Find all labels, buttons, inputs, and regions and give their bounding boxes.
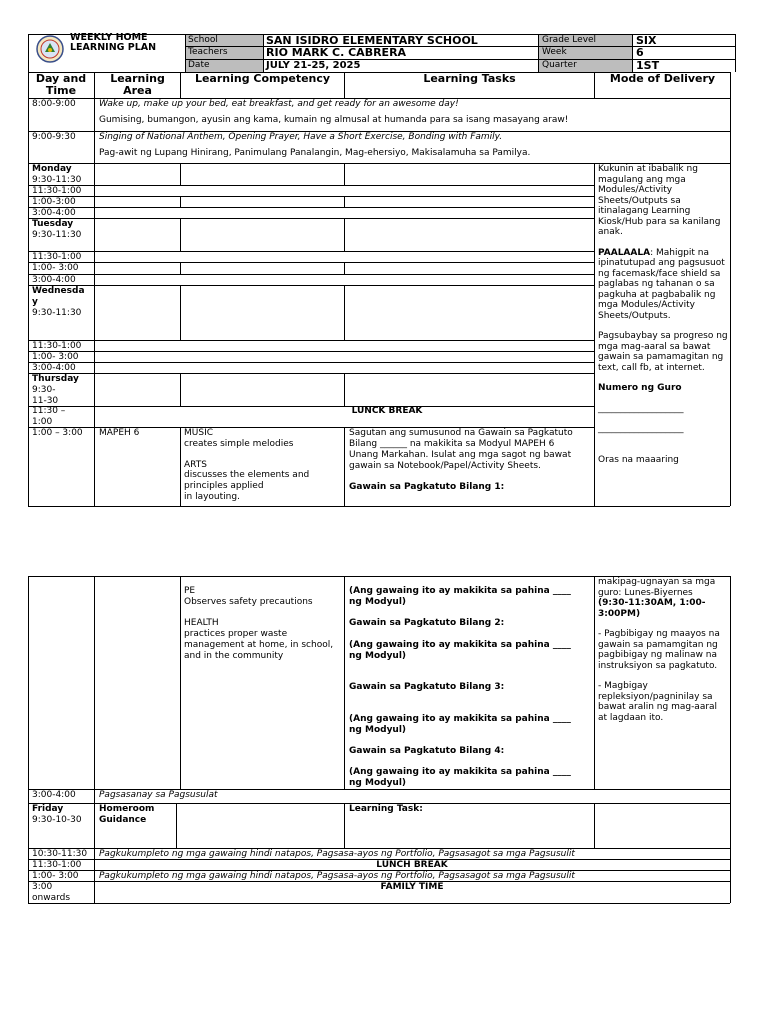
- school-label: School: [188, 35, 218, 45]
- page-note-4: (Ang gawaing ito ay makikita sa pahina ____ ng Modyul): [349, 767, 571, 788]
- time-wed-100: 1:00- 3:00: [32, 352, 79, 362]
- teacher-number-blank-2: ___________________: [598, 424, 684, 434]
- wednesday-label: Wednesda y: [32, 286, 85, 307]
- time-100: 1:00- 3:00: [32, 871, 79, 881]
- arts-competency: discusses the elements and principles applied in layouting.: [184, 470, 310, 502]
- date-value: JULY 21-25, 2025: [266, 60, 361, 71]
- health-competency: practices proper waste management at home, in school, and in the community: [184, 629, 334, 661]
- health-label: HEALTH: [184, 618, 219, 628]
- page-note-3: (Ang gawaing ito ay makikita sa pahina ____ ng Modyul): [349, 714, 571, 735]
- time-800: 8:00-9:00: [32, 99, 76, 109]
- mode-monitoring: Pagsubaybay sa progreso ng mga mag-aaral sa bawat gawain sa pamamagitan ng text, call fb, at internet.: [598, 331, 728, 373]
- time-mon-100: 1:00-3:00: [32, 197, 76, 207]
- time-mon-1130: 11:30-1:00: [32, 186, 82, 196]
- homeroom-label: Homeroom Guidance: [99, 804, 155, 825]
- wednesday-time: 9:30-11:30: [32, 308, 82, 318]
- time-tue-100: 1:00- 3:00: [32, 263, 79, 273]
- col-day-time: Day and Time: [35, 72, 87, 97]
- lunch-break-page2: LUNCH BREAK: [376, 860, 448, 870]
- opening-en: Singing of National Anthem, Opening Prayer, Have a Short Exercise, Bonding with Family.: [99, 132, 503, 142]
- teacher-number-label: Numero ng Guro: [598, 383, 682, 393]
- morning-routine-fil: Gumising, bumangon, ayusin ang kama, kumain ng almusal at humanda para sa isang masayang araw!: [99, 115, 569, 125]
- time-300-onwards: 3:00 onwards: [32, 882, 71, 903]
- reflection-text: - Magbigay repleksiyon/pagninilay sa bawat aralin ng mag-aaral at lagdaan ito.: [598, 681, 718, 723]
- mode-of-delivery: [598, 164, 728, 465]
- week-value: 6: [636, 46, 644, 59]
- tuesday-time: 9:30-11:30: [32, 230, 82, 240]
- teacher-value: RIO MARK C. CABRERA: [266, 46, 407, 59]
- arts-label: ARTS: [184, 460, 207, 470]
- pe-label: PE: [184, 586, 196, 596]
- pe-competency: Observes safety precautions: [184, 597, 313, 607]
- grade-label: Grade Level: [542, 35, 597, 45]
- date-label: Date: [188, 60, 210, 70]
- time-wed-1130: 11:30-1:00: [32, 341, 82, 351]
- lunch-break-page1: LUNCK BREAK: [351, 406, 423, 416]
- monday-time: 9:30-11:30: [32, 175, 82, 185]
- teacher-number-blank-1: ___________________: [598, 403, 684, 414]
- pagkukumpleto-2: Pagkukumpleto ng mga gawaing hindi natapos, Pagsasa-ayos ng Portfolio, Pagsasagot sa mga Pagsusulit: [99, 871, 575, 881]
- mode-of-delivery-cont: [598, 577, 728, 723]
- deped-seal-icon: [36, 35, 64, 63]
- friday-time: 9:30-10-30: [32, 815, 82, 825]
- family-time: FAMILY TIME: [380, 882, 444, 892]
- contact-text: makipag-ugnayan sa mga guro: Lunes-Biyernes: [598, 577, 716, 598]
- quarter-value: 1ST: [636, 59, 660, 72]
- time-mon-300: 3:00-4:00: [32, 208, 76, 218]
- time-900: 9:00-9:30: [32, 132, 76, 142]
- gawain-4: Gawain sa Pagkatuto Bilang 4:: [349, 746, 505, 756]
- pagsasanay-text: Pagsasanay sa Pagsusulat: [99, 790, 218, 800]
- tuesday-label: Tuesday: [32, 219, 74, 229]
- mode-reminder: [598, 248, 728, 322]
- plan-title: WEEKLY HOME LEARNING PLAN: [70, 32, 157, 53]
- task-intro: Sagutan ang sumusunod na Gawain sa Pagkatuto Bilang ______ na makikita sa Modyul MAPEH 6 Unang Markahan. Isulat ang mga sagot ng bawat gawain sa Notebook/Papel/Activity Sheets.: [349, 428, 573, 471]
- gawain-2: Gawain sa Pagkatuto Bilang 2:: [349, 618, 505, 628]
- reminder-text: : Mahigpit na ipinatutupad ang pagsusuot ng facemask/face shield sa paglabas ng tahanan o sa pagkuha at pagbabalik ng mga Modules/Activity Sheets/Outputs.: [598, 247, 725, 321]
- time-wed-300: 3:00-4:00: [32, 363, 76, 373]
- col-learning-area: Learning Area: [110, 72, 165, 97]
- pagkukumpleto-1: Pagkukumpleto ng mga gawaing hindi natapos, Pagsasa-ayos ng Portfolio, Pagsasagot sa mga Pagsusulit: [99, 849, 575, 859]
- time-1030: 10:30-11:30: [32, 849, 88, 859]
- thursday-label: Thursday: [32, 374, 79, 384]
- school-value: SAN ISIDRO ELEMENTARY SCHOOL: [266, 34, 478, 47]
- thursday-time: 9:30- 11-30: [32, 385, 59, 406]
- learning-task-label: Learning Task:: [349, 804, 423, 814]
- oras-text: Oras na maaaring: [598, 454, 679, 465]
- gawain-3: Gawain sa Pagkatuto Bilang 3:: [349, 682, 505, 692]
- time-tue-1130: 11:30-1:00: [32, 252, 82, 262]
- monday-label: Monday: [32, 164, 72, 174]
- opening-fil: Pag-awit ng Lupang Hinirang, Panimulang Panalangin, Mag-ehersiyo, Makisalamuha sa Pamilya.: [99, 148, 531, 158]
- time-thu-100: 1:00 – 3:00: [32, 428, 83, 438]
- grade-value: SIX: [636, 34, 657, 47]
- gawain-1: Gawain sa Pagkatuto Bilang 1:: [349, 482, 505, 492]
- instruction-text: - Pagbibigay ng maayos na gawain sa pamamgitan ng pagbibigay ng malinaw na instruksiyon sa pagkatuto.: [598, 629, 720, 671]
- teachers-label: Teachers: [188, 47, 228, 57]
- time-tue-300: 3:00-4:00: [32, 275, 76, 285]
- week-label: Week: [542, 47, 567, 57]
- music-competency: creates simple melodies: [184, 439, 294, 449]
- col-mode-delivery: Mode of Delivery: [609, 72, 716, 85]
- mode-pickup-text: Kukunin at ibabalik ng magulang ang mga Modules/Activity Sheets/Outputs sa itinalagang Learning Kiosk/Hub para sa kanilang anak.: [598, 164, 721, 237]
- time-1130: 11:30-1:00: [32, 860, 82, 870]
- time-thu-1130: 11:30 – 1:00: [32, 406, 66, 427]
- music-label: MUSIC: [184, 428, 214, 438]
- morning-routine-en: Wake up, make up your bed, eat breakfast, and get ready for an awesome day!: [99, 99, 459, 109]
- mapeh-area: MAPEH 6: [99, 428, 140, 438]
- reminder-label: PAALAALA: [598, 247, 651, 258]
- quarter-label: Quarter: [542, 60, 577, 70]
- friday-label: Friday: [32, 804, 64, 814]
- page-note-1: (Ang gawaing ito ay makikita sa pahina ____ ng Modyul): [349, 586, 571, 607]
- contact-hours: (9:30-11:30AM, 1:00- 3:00PM): [598, 598, 706, 619]
- page-note-2: (Ang gawaing ito ay makikita sa pahina ____ ng Modyul): [349, 640, 571, 661]
- col-competency: Learning Competency: [194, 72, 331, 85]
- time-300-400: 3:00-4:00: [32, 790, 76, 800]
- col-learning-tasks: Learning Tasks: [423, 72, 516, 85]
